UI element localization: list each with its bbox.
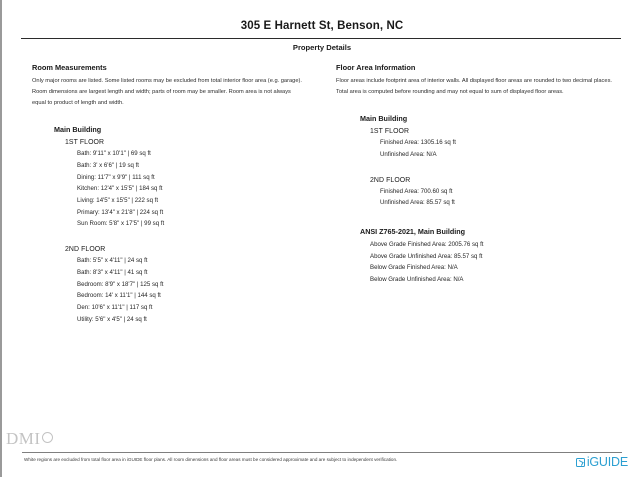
footer-divider — [22, 452, 622, 453]
room-entry: Bath: 9'11" x 10'1" | 69 sq ft — [77, 150, 151, 158]
dmi-watermark — [6, 429, 53, 449]
room-entry: Sun Room: 5'8" x 17'5" | 99 sq ft — [77, 220, 165, 228]
floor-area-note: Floor areas include footprint area of interior walls. All displayed floor areas are rounded to two decimal places. Total area is computed before rounding and may not equal to sum of displayed floor areas. — [336, 78, 612, 96]
iguide-wordmark-prefix: i — [586, 455, 590, 469]
floor-label: 1ST FLOOR — [370, 128, 410, 136]
area-entry: Finished Area: 1305.16 sq ft — [380, 139, 456, 147]
area-entry: Unfinished Area: 85.57 sq ft — [380, 199, 455, 207]
room-entry: Primary: 13'4" x 21'8" | 224 sq ft — [77, 208, 164, 216]
building-label: Main Building — [360, 114, 408, 124]
content-columns — [2, 63, 640, 325]
iguide-logo[interactable] — [576, 456, 628, 469]
page-title: 305 E Harnett St, Benson, NC — [240, 20, 404, 32]
ansi-standard-title: ANSI Z765-2021, Main Building — [360, 226, 466, 236]
floor-area-title: Floor Area Information — [336, 63, 416, 72]
floor-label: 2ND FLOOR — [370, 176, 411, 184]
room-entry: Bath: 8'3" x 4'11" | 41 sq ft — [77, 268, 148, 276]
room-entry: Living: 14'5" x 15'5" | 222 sq ft — [77, 197, 159, 205]
room-measurements-note: Only major rooms are listed. Some listed rooms may be excluded from total interior floor area (e.g. garage). Room dimensions are largest length and width; parts of room may be smaller. Room area is not always equal to product of length and width. — [32, 78, 302, 107]
ansi-entry: Above Grade Finished Area: 2005.76 sq ft — [370, 240, 484, 248]
floor-area-information-section — [322, 63, 640, 286]
iguide-wordmark — [587, 456, 628, 469]
area-entry: Unfinished Area: N/A — [380, 150, 437, 158]
floor-spacer — [336, 161, 618, 172]
room-entry: Bedroom: 8'9" x 18'7" | 125 sq ft — [77, 280, 164, 288]
iguide-wordmark-main: GUIDE — [589, 455, 628, 469]
room-entry: Kitchen: 12'4" x 15'5" | 184 sq ft — [77, 185, 163, 193]
room-entry: Bath: 5'5" x 4'11" | 24 sq ft — [77, 257, 148, 265]
iguide-check-box-icon — [576, 458, 585, 467]
area-entry: Finished Area: 700.60 sq ft — [380, 187, 453, 195]
footer-disclaimer: White regions are excluded from total floor area in iGUIDE floor plans. All room dimensions and floor areas must be considered approximate and are subject to independent verification. — [24, 457, 398, 462]
ansi-entry: Below Grade Finished Area: N/A — [370, 264, 458, 272]
watermark-text: DMI — [6, 429, 41, 448]
ansi-entry: Below Grade Unfinished Area: N/A — [370, 276, 464, 284]
area-block-2nd — [336, 177, 618, 209]
title-divider — [21, 38, 621, 39]
area-block-1st — [336, 128, 618, 160]
floor-block-2nd — [32, 246, 304, 325]
floor-label: 1ST FLOOR — [65, 139, 105, 147]
room-measurements-building — [32, 125, 304, 325]
room-measurements-section — [2, 63, 322, 325]
room-entry: Den: 10'6" x 11'1" | 117 sq ft — [77, 303, 153, 311]
floor-label: 2ND FLOOR — [65, 246, 106, 254]
floor-block-1st — [32, 139, 304, 230]
room-entry: Utility: 5'6" x 4'5" | 24 sq ft — [77, 315, 147, 323]
ansi-standard-block — [336, 227, 618, 286]
room-entry: Dining: 11'7" x 9'9" | 111 sq ft — [77, 173, 155, 181]
page-header — [2, 0, 640, 52]
room-entry: Bath: 3' x 6'6" | 19 sq ft — [77, 162, 139, 170]
room-measurements-title: Room Measurements — [32, 63, 107, 72]
ansi-entry: Above Grade Unfinished Area: 85.57 sq ft — [370, 252, 483, 260]
room-entry: Bedroom: 14' x 11'1" | 144 sq ft — [77, 292, 161, 300]
page-subtitle: Property Details — [292, 43, 352, 52]
building-label: Main Building — [54, 125, 102, 135]
floor-area-building — [336, 114, 618, 209]
watermark-circle-icon — [42, 432, 53, 443]
floor-spacer — [32, 230, 304, 241]
